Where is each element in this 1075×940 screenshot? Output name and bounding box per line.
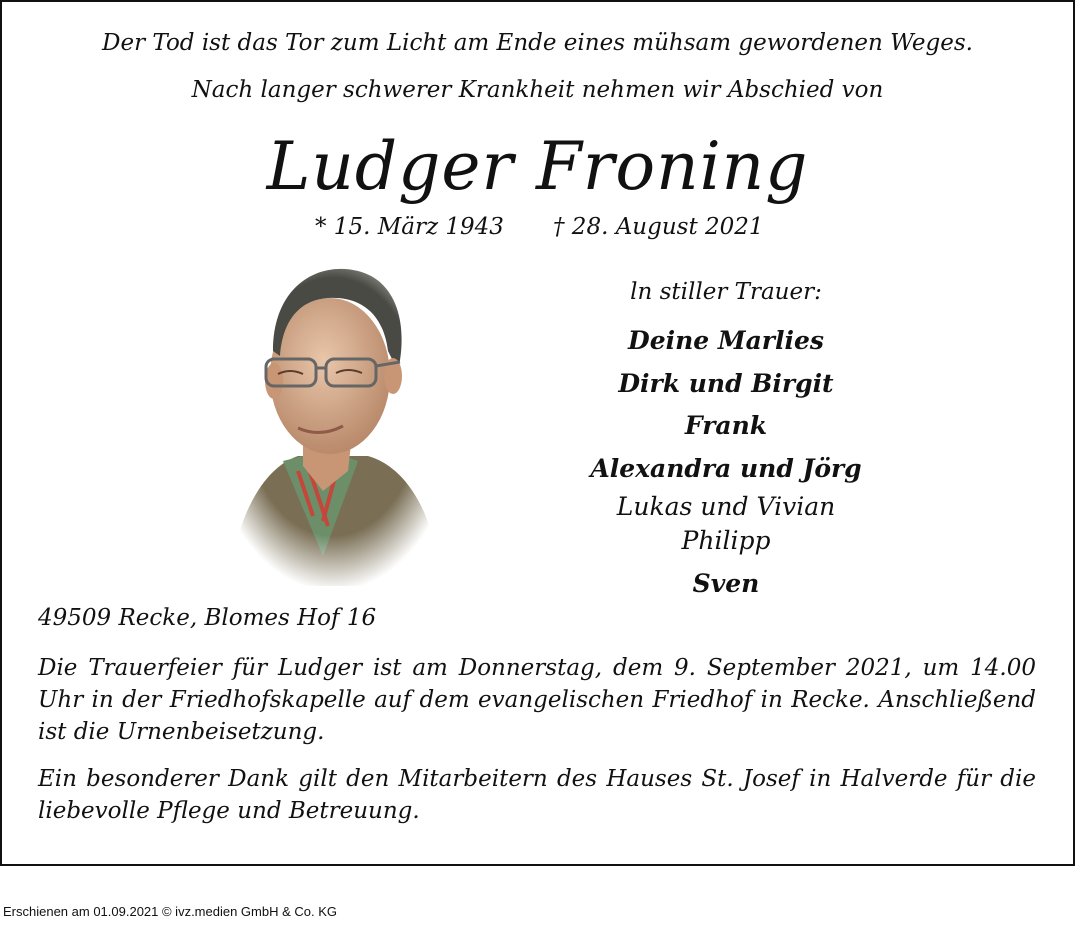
family-address: 49509 Recke, Blomes Hof 16: [38, 605, 377, 631]
grandchildren-name: Lukas und Vivian: [616, 492, 836, 521]
publication-footer: Erschienen am 01.09.2021 © ivz.medien GmbH & Co. KG: [3, 904, 338, 919]
portrait-photo: [218, 256, 448, 591]
mourner-name: Dirk und Birgit: [618, 368, 834, 398]
birth-date: * 15. März 1943: [315, 214, 504, 240]
death-date: † 28. August 2021: [553, 214, 764, 240]
mourning-lead: ln stiller Trauer:: [630, 279, 822, 305]
funeral-info: Die Trauerfeier für Ludger ist am Donnerstag, dem 9. September 2021, um 14.00 Uhr in der Friedhofskapelle auf dem evangelischen Friedhof in Recke. Anschließend ist die Urnenbeisetzung.: [38, 655, 1036, 745]
notice-quote: Der Tod ist das Tor zum Licht am Ende eines mühsam gewordenen Weges.: [102, 30, 973, 56]
deceased-name: Ludger Froning: [266, 128, 809, 205]
thanks-text: Ein besonderer Dank gilt den Mitarbeitern des Hauses St. Josef in Halverde für die liebevolle Pflege und Betreuung.: [38, 766, 1036, 824]
mourner-name: Frank: [684, 411, 768, 440]
mourner-name: Alexandra und Jörg: [590, 453, 862, 483]
mourners-list: [560, 278, 892, 606]
mourner-name: Deine Marlies: [628, 326, 824, 355]
notice-intro: Nach langer schwerer Krankheit nehmen wir Abschied von: [191, 77, 884, 103]
mourner-name: Sven: [692, 569, 760, 598]
grandchildren-name: Philipp: [681, 526, 771, 555]
